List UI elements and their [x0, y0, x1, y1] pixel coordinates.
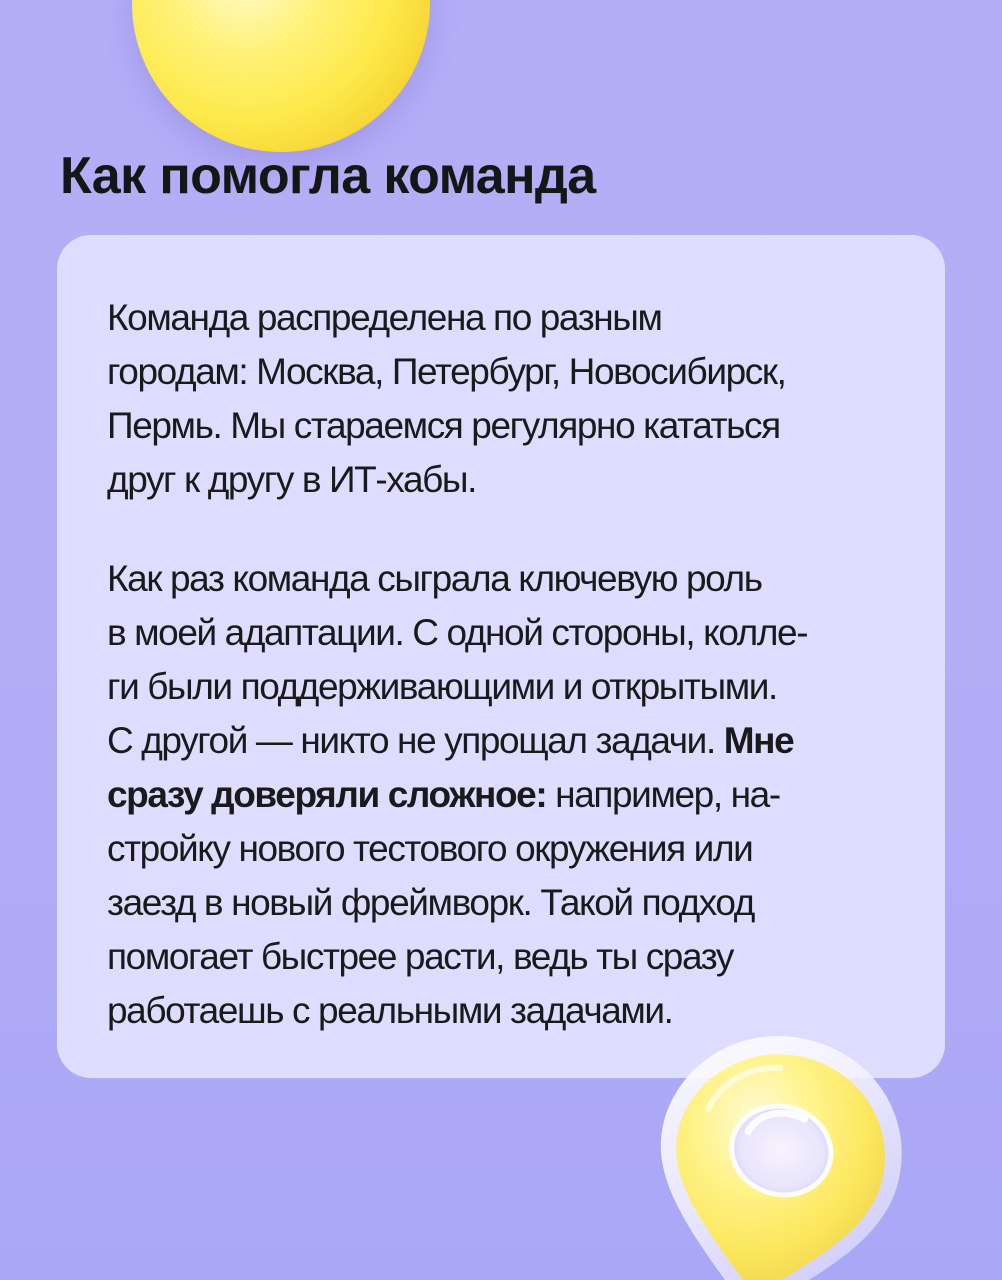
paragraph-line: Команда распределена по разным — [107, 297, 662, 338]
paragraph-line: помогает быстрее расти, ведь ты сразу — [107, 936, 733, 977]
bold-highlight: Мне — [723, 720, 794, 761]
paragraph-line: работаешь с реальными задачами. — [107, 990, 673, 1031]
paragraph-line — [107, 768, 905, 822]
paragraph-intro — [107, 291, 905, 507]
paragraph-line — [107, 714, 905, 768]
paragraph-line: Как раз команда сыграла ключевую роль — [107, 558, 762, 599]
paragraph-line: заезд в новый фреймворк. Такой подход — [107, 882, 754, 923]
location-pin-icon — [636, 1018, 918, 1280]
paragraph-line: в моей адаптации. С одной стороны, колле- — [107, 612, 808, 653]
bold-highlight: сразу доверяли сложное: — [107, 774, 547, 815]
text-card — [57, 235, 945, 1078]
paragraph-line: стройку нового тестового окружения или — [107, 828, 753, 869]
paragraph-line: городам: Москва, Петербург, Новосибирск, — [107, 351, 786, 392]
paragraph-line: друг к другу в ИТ-хабы. — [107, 459, 477, 500]
paragraph-adaptation — [107, 552, 905, 1038]
regular-text: С другой — никто не упрощал задачи. — [107, 720, 724, 761]
paragraph-line: ги были поддерживающими и открытыми. — [107, 666, 777, 707]
regular-text: например, на- — [546, 774, 780, 815]
slide-title: Как помогла команда — [60, 147, 596, 205]
paragraph-line: Пермь. Мы стараемся регулярно кататься — [107, 405, 780, 446]
yellow-sphere-decoration — [132, 0, 430, 152]
